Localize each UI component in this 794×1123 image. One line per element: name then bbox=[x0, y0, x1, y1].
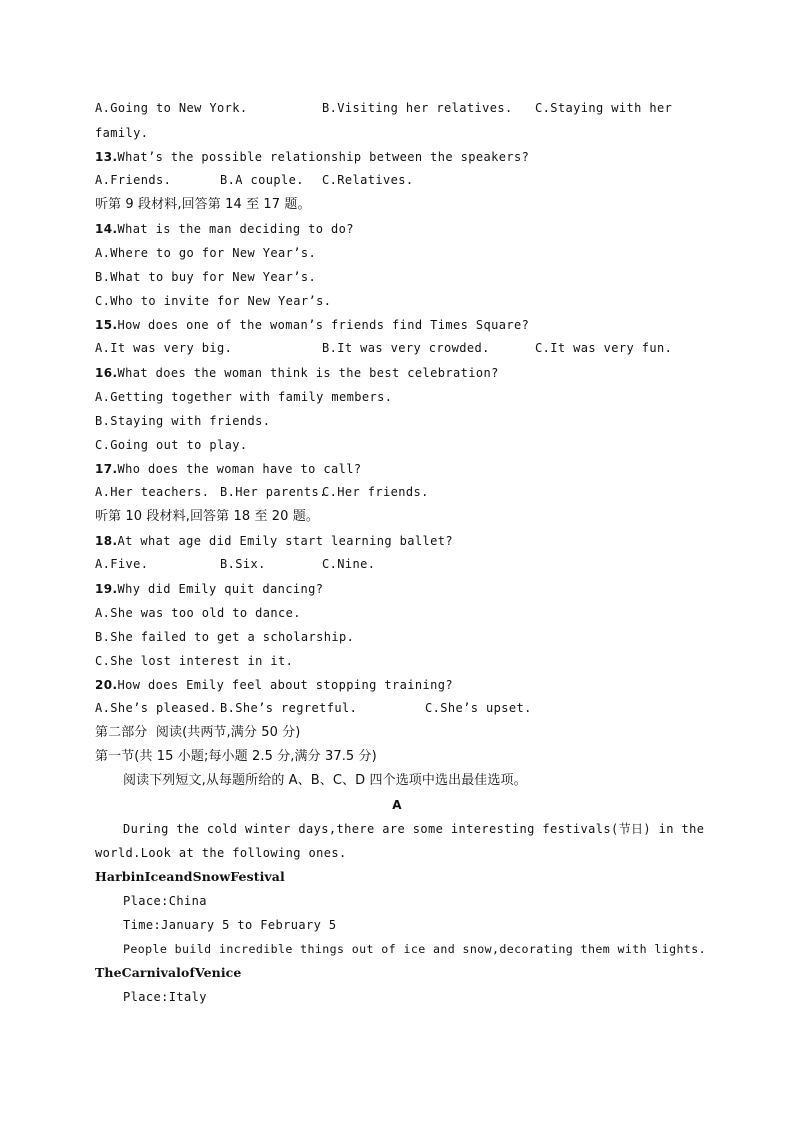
passage-intro-line-2: world.Look at the following ones. bbox=[95, 846, 347, 860]
section-1-heading: 第一节(共 15 小题;每小题 2.5 分,满分 37.5 分) bbox=[95, 749, 377, 764]
q17-option-c: C.Her friends. bbox=[322, 485, 429, 499]
festival-1-time: Time:January 5 to February 5 bbox=[123, 918, 337, 932]
question-number: 14. bbox=[95, 222, 118, 236]
question-text: At what age did Emily start learning ballet? bbox=[117, 534, 453, 548]
q16-option-c: C.Going out to play. bbox=[95, 438, 248, 452]
question-text: How does Emily feel about stopping training? bbox=[117, 678, 453, 692]
q15-option-b: B.It was very crowded. bbox=[322, 341, 490, 355]
q16-option-a: A.Getting together with family members. bbox=[95, 390, 393, 404]
q13-option-a: A.Friends. bbox=[95, 173, 172, 187]
q12-option-a: A.Going to New York. bbox=[95, 101, 248, 115]
question-number: 20. bbox=[95, 678, 118, 692]
q13-option-b: B.A couple. bbox=[220, 173, 304, 187]
q14-option-a: A.Where to go for New Year’s. bbox=[95, 246, 317, 260]
festival-1-name: HarbinIceandSnowFestival bbox=[95, 869, 285, 884]
question-15 bbox=[95, 317, 529, 333]
question-text: What does the woman think is the best celebration? bbox=[117, 366, 499, 380]
question-18 bbox=[95, 533, 453, 549]
question-text: How does one of the woman’s friends find Times Square? bbox=[117, 318, 530, 332]
q17-options bbox=[95, 485, 495, 501]
q14-option-c: C.Who to invite for New Year’s. bbox=[95, 294, 332, 308]
question-text: What is the man deciding to do? bbox=[117, 222, 354, 236]
q12-option-c-continued: family. bbox=[95, 126, 149, 140]
q17-option-b: B.Her parents. bbox=[220, 485, 327, 499]
q19-option-b: B.She failed to get a scholarship. bbox=[95, 630, 355, 644]
question-number: 13. bbox=[95, 150, 118, 164]
q15-options bbox=[95, 341, 715, 357]
section-9-instruction: 听第 9 段材料,回答第 14 至 17 题。 bbox=[95, 197, 311, 212]
q12-option-b: B.Visiting her relatives. bbox=[322, 101, 513, 115]
question-number: 18. bbox=[95, 534, 118, 548]
question-text: What’s the possible relationship between the speakers? bbox=[117, 150, 530, 164]
question-16 bbox=[95, 365, 499, 381]
festival-2-place: Place:Italy bbox=[123, 990, 207, 1004]
q16-option-b: B.Staying with friends. bbox=[95, 414, 271, 428]
question-20 bbox=[95, 677, 453, 693]
q12-option-c: C.Staying with her bbox=[535, 101, 673, 115]
q13-option-c: C.Relatives. bbox=[322, 173, 414, 187]
question-number: 17. bbox=[95, 462, 118, 476]
q20-option-a: A.She’s pleased. bbox=[95, 701, 217, 715]
section-10-instruction: 听第 10 段材料,回答第 18 至 20 题。 bbox=[95, 509, 319, 524]
question-14 bbox=[95, 221, 354, 237]
q20-options bbox=[95, 701, 655, 717]
q18-option-c: C.Nine. bbox=[322, 557, 376, 571]
question-number: 19. bbox=[95, 582, 118, 596]
question-text: Why did Emily quit dancing? bbox=[117, 582, 324, 596]
q20-option-c: C.She’s upset. bbox=[425, 701, 532, 715]
question-number: 16. bbox=[95, 366, 118, 380]
q19-option-a: A.She was too old to dance. bbox=[95, 606, 301, 620]
q18-option-b: B.Six. bbox=[220, 557, 266, 571]
question-17 bbox=[95, 461, 361, 477]
q13-options bbox=[95, 173, 495, 189]
question-13 bbox=[95, 149, 529, 165]
passage-intro-line-1: During the cold winter days,there are some interesting festivals(节日) in the bbox=[123, 822, 705, 836]
part-2-heading: 第二部分 阅读(共两节,满分 50 分) bbox=[95, 725, 301, 740]
question-19 bbox=[95, 581, 323, 597]
festival-1-place: Place:China bbox=[123, 894, 207, 908]
question-text: Who does the woman have to call? bbox=[117, 462, 362, 476]
passage-label: A bbox=[392, 798, 402, 812]
festival-2-name: TheCarnivalofVenice bbox=[95, 965, 242, 980]
q19-option-c: C.She lost interest in it. bbox=[95, 654, 294, 668]
q20-option-b: B.She’s regretful. bbox=[220, 701, 358, 715]
q15-option-c: C.It was very fun. bbox=[535, 341, 673, 355]
q17-option-a: A.Her teachers. bbox=[95, 485, 210, 499]
q18-option-a: A.Five. bbox=[95, 557, 149, 571]
reading-instruction: 阅读下列短文,从每题所给的 A、B、C、D 四个选项中选出最佳选项。 bbox=[123, 773, 527, 788]
festival-1-description: People build incredible things out of ice and snow,decorating them with lights. bbox=[123, 942, 707, 956]
question-number: 15. bbox=[95, 318, 118, 332]
q14-option-b: B.What to buy for New Year’s. bbox=[95, 270, 317, 284]
q12-options bbox=[95, 101, 715, 117]
q18-options bbox=[95, 557, 495, 573]
q15-option-a: A.It was very big. bbox=[95, 341, 233, 355]
